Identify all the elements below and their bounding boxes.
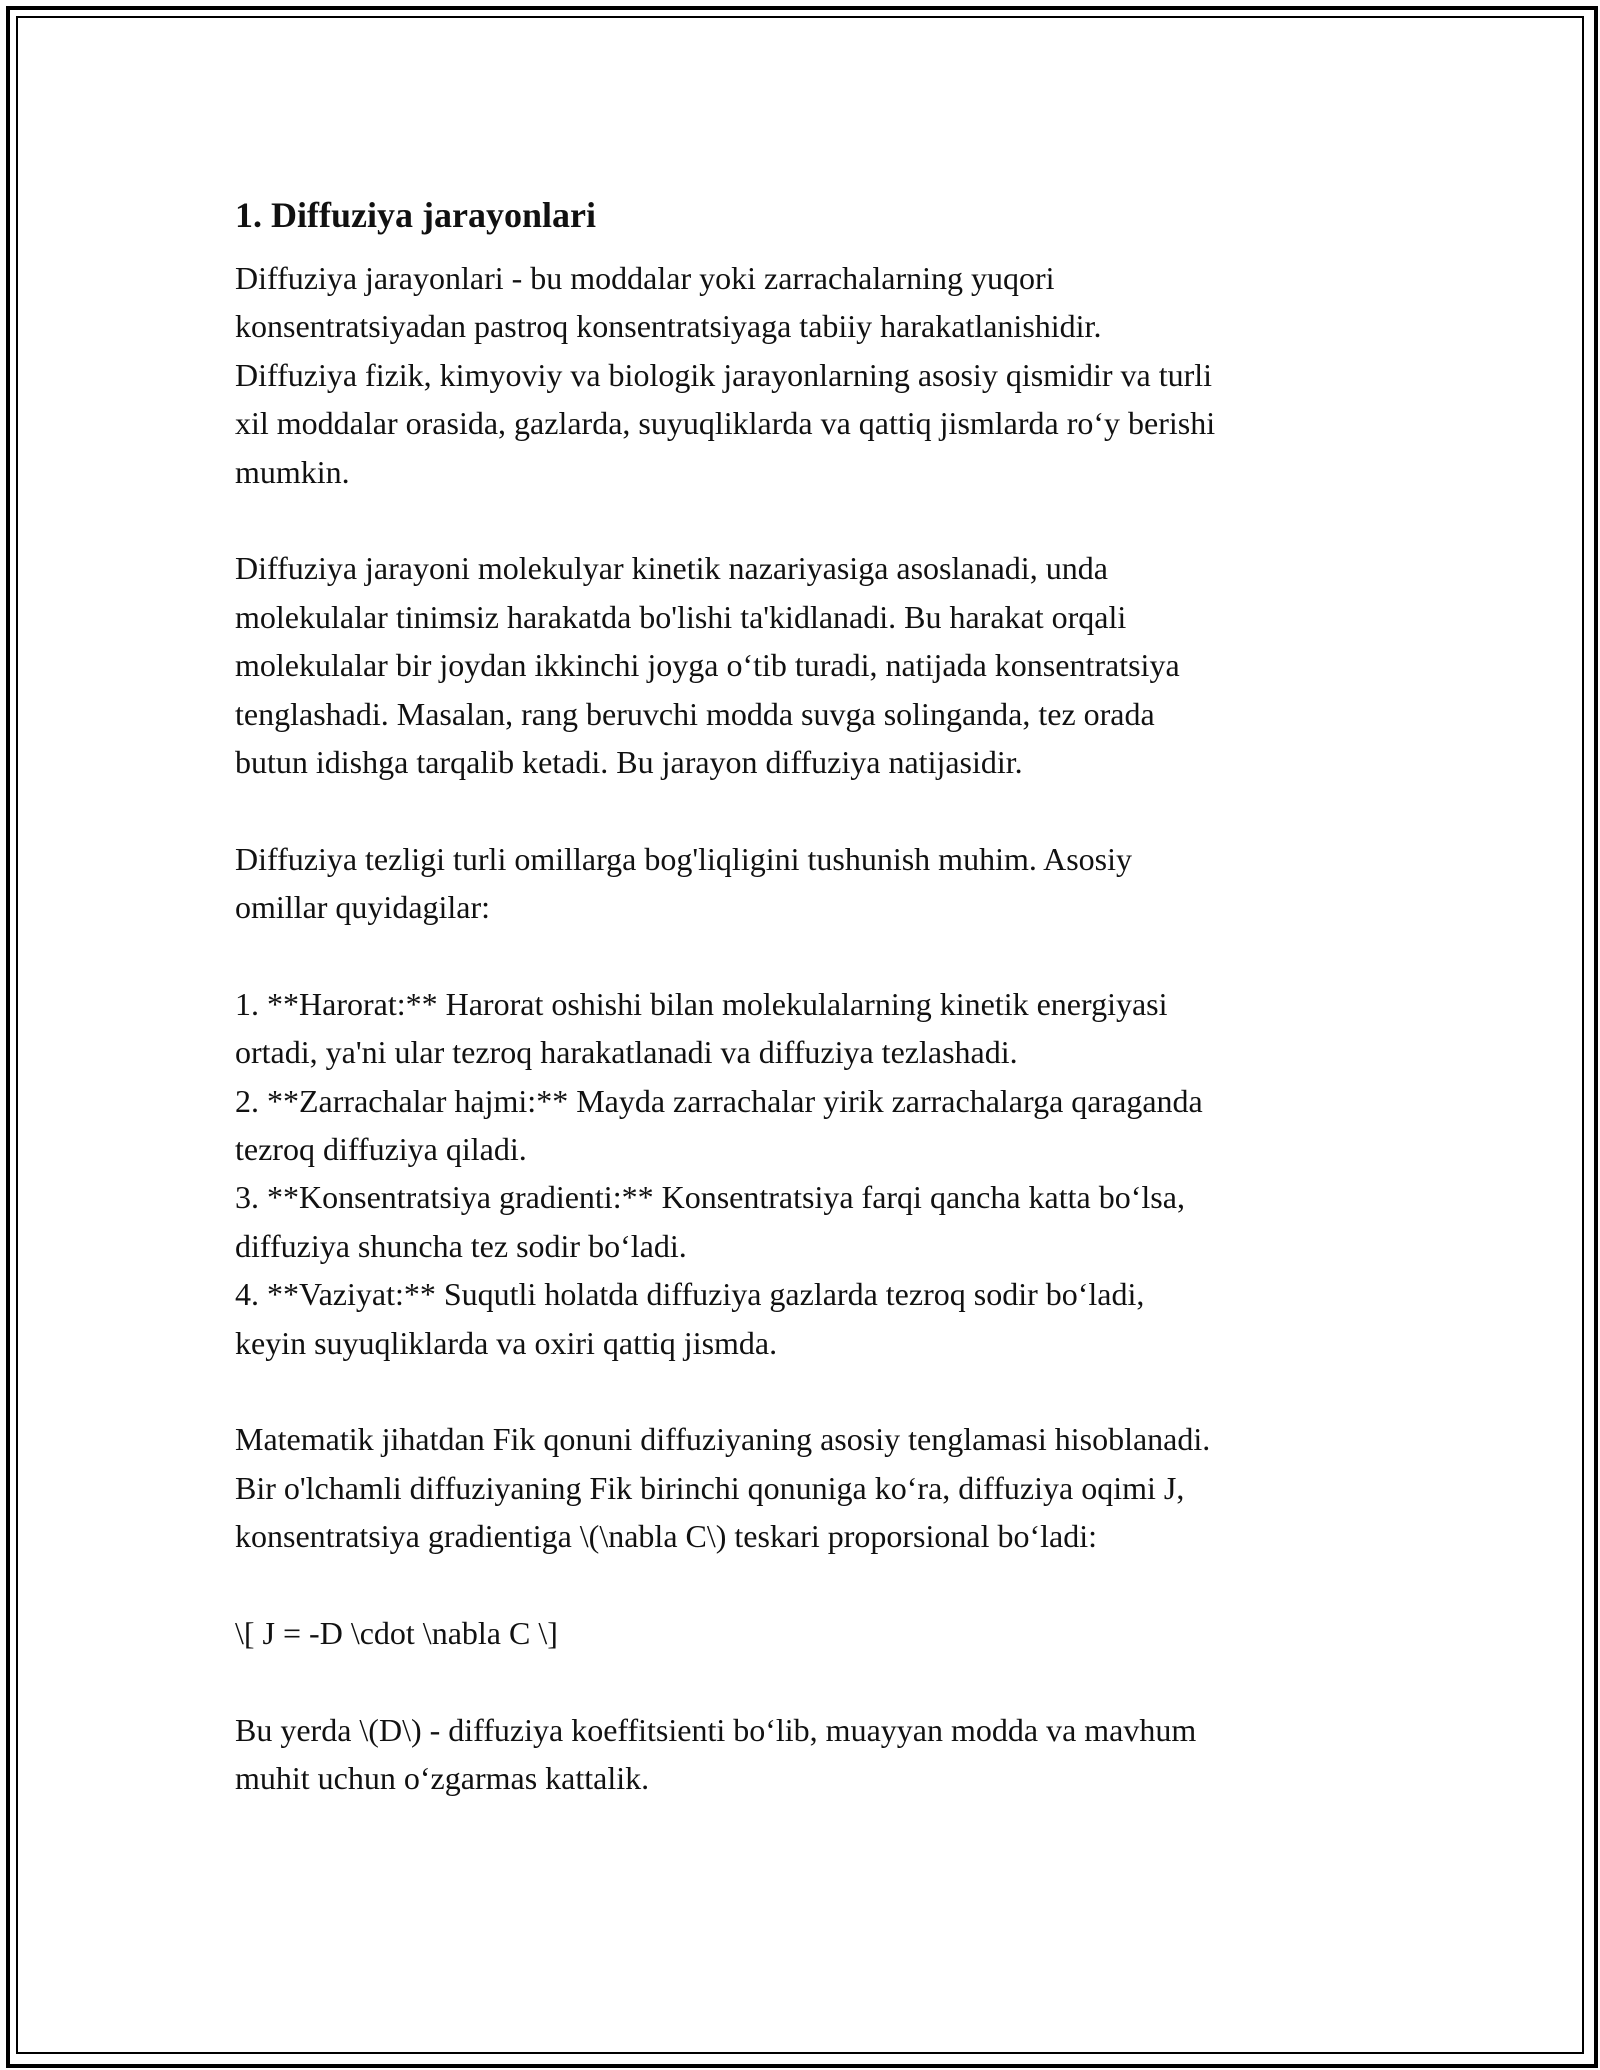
list-item: keyin suyuqliklarda va oxiri qattiq jismda. [235,1324,778,1361]
text-line: mumkin. [235,453,350,490]
paragraph-coefficient [235,1706,1375,1803]
text-line: xil moddalar orasida, gazlarda, suyuqliklarda va qattiq jismlarda ro‘y berishi [235,405,1216,442]
list-item: 3. **Konsentratsiya gradienti:** Konsentratsiya farqi qancha katta bo‘lsa, [235,1179,1185,1216]
factors-list [235,980,1375,1367]
list-item: diffuziya shuncha tez sodir bo‘ladi. [235,1227,687,1264]
text-line: muhit uchun o‘zgarmas kattalik. [235,1760,650,1797]
paragraph-factors-intro [235,835,1375,932]
section-heading: 1. Diffuziya jarayonlari [235,195,596,235]
text-line: Diffuziya jarayonlari - bu moddalar yoki zarrachalarning yuqori [235,260,1055,296]
list-item: ortadi, ya'ni ular tezroq harakatlanadi va diffuziya tezlashadi. [235,1034,1018,1071]
paragraph-gap [235,786,1375,834]
paragraph-gap [235,931,1375,979]
text-line: konsentratsiyadan pastroq konsentratsiyaga tabiiy harakatlanishidir. [235,308,1102,345]
text-line: tenglashadi. Masalan, rang beruvchi modda suvga solinganda, tez orada [235,695,1155,732]
text-line: Diffuziya fizik, kimyoviy va biologik jarayonlarning asosiy qismidir va turli [235,356,1213,393]
list-item: 2. **Zarrachalar hajmi:** Mayda zarrachalar yirik zarrachalarga qaraganda [235,1082,1203,1119]
paragraph-gap [235,1561,1375,1609]
paragraph-fick-law [235,1415,1375,1560]
text-line: Bu yerda \(D\) - diffuziya koeffitsienti bo‘lib, muayyan modda va mavhum [235,1711,1197,1748]
text-line: molekulalar tinimsiz harakatda bo'lishi ta'kidlanadi. Bu harakat orqali [235,598,1127,635]
text-line: Diffuziya tezligi turli omillarga bog'liqligini tushunish muhim. Asosiy [235,840,1132,877]
list-item: tezroq diffuziya qiladi. [235,1131,527,1168]
text-line: omillar quyidagilar: [235,889,491,926]
paragraph-kinetic-theory [235,544,1375,786]
text-line: butun idishga tarqalib ketadi. Bu jarayon diffuziya natijasidir. [235,743,1023,780]
text-line: molekulalar bir joydan ikkinchi joyga o‘tib turadi, natijada konsentratsiya [235,647,1180,684]
list-item: 4. **Vaziyat:** Suqutli holatda diffuziya gazlarda tezroq sodir bo‘ladi, [235,1276,1145,1313]
paragraph-gap [235,496,1375,544]
paragraph-gap [235,1367,1375,1415]
paragraph-definition [235,254,1375,496]
text-line: Matematik jihatdan Fik qonuni diffuziyaning asosiy tenglamasi hisoblanadi. [235,1421,1211,1458]
text-line: Diffuziya jarayoni molekulyar kinetik nazariyasiga asoslanadi, unda [235,550,1108,587]
paragraph-gap [235,1657,1375,1705]
text-line: Bir o'lchamli diffuziyaning Fik birinchi qonuniga ko‘ra, diffuziya oqimi J, [235,1469,1185,1506]
list-item: 1. **Harorat:** Harorat oshishi bilan molekulalarning kinetik energiyasi [235,985,1168,1022]
equation: \[ J = -D \cdot \nabla C \] [235,1614,558,1651]
document-body [235,186,1375,1803]
text-line: konsentratsiya gradientiga \(\nabla C\) teskari proporsional bo‘ladi: [235,1518,1097,1555]
